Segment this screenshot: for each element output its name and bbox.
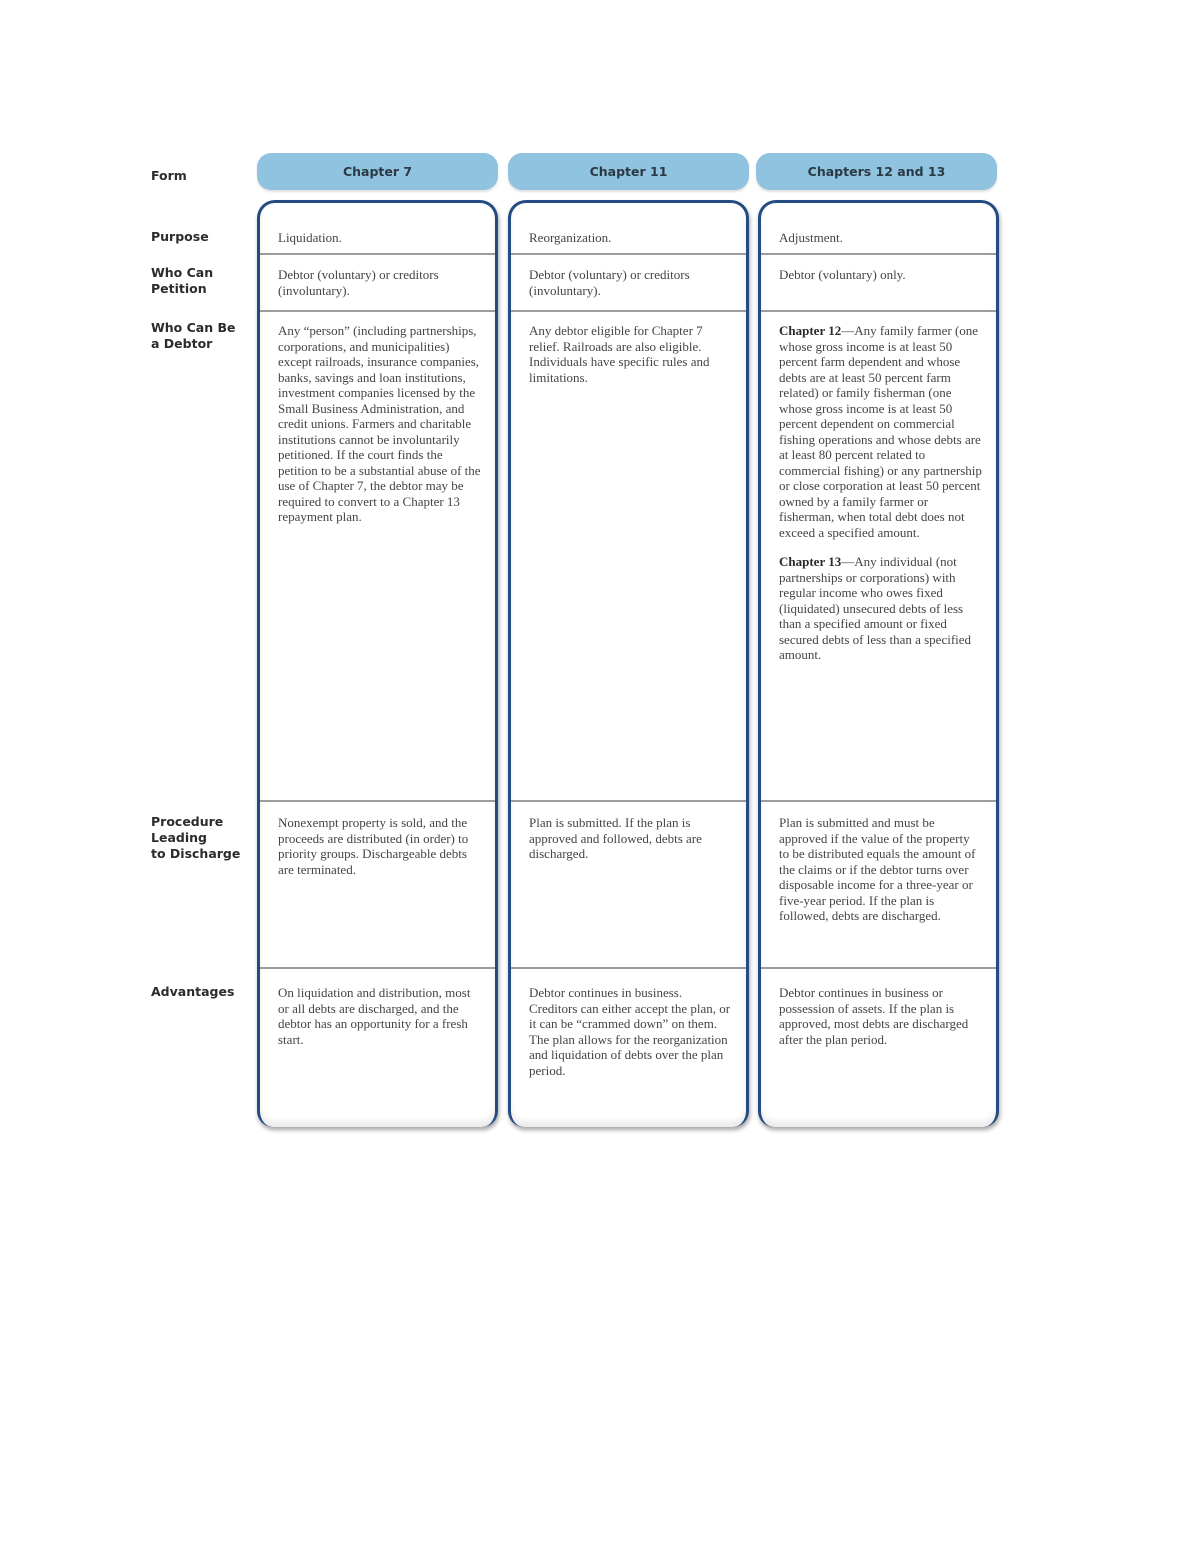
header-chapters-12-13: Chapters 12 and 13 [756, 153, 997, 190]
cell-who-can-be-debtor: Any “person” (including partnerships, corporations, and municipalities) except railroads, insurance companies, banks, savings and loan institutions, investment companies licensed by the Small Business Administration, and credit unions. Farmers and charitable institutions cannot be involuntarily petitioned. If the court finds the petition to be a substantial abuse of the use of Chapter 7, the debtor may be required to convert to a Chapter 13 repayment plan. [260, 310, 495, 525]
column-chapter-7 [257, 200, 498, 1127]
row-label-advantages-text: Advantages [151, 984, 235, 999]
row-label-line: Leading [151, 830, 207, 845]
row-label-line: Who Can [151, 265, 214, 280]
chapter-13-text: —Any individual (not partnerships or corporations) with regular income who owes fixed (liquidated) unsecured debts of less than a specified amount or fixed secured debts of less than a specified amount. [779, 554, 972, 662]
chapter-13-title: Chapter 13 [779, 554, 842, 569]
row-label-line: to Discharge [151, 846, 241, 861]
cell-who-can-petition: Debtor (voluntary) only. [761, 253, 996, 283]
cell-who-can-be-debtor: Any debtor eligible for Chapter 7 relief. Railroads are also eligible. Individuals have specific rules and limitations. [511, 310, 746, 385]
chapter-13-paragraph [779, 554, 982, 663]
row-label-who-can-be-debtor [151, 320, 236, 352]
header-chapter-7: Chapter 7 [257, 153, 498, 190]
cell-procedure: Plan is submitted and must be approved if the value of the property to be distributed equals the amount of the claims or if the debtor turns over disposable income for a three-year or five-year period. If the plan is followed, debts are discharged. [761, 800, 996, 924]
header-chapter-11: Chapter 11 [508, 153, 749, 190]
cell-purpose: Adjustment. [779, 230, 843, 245]
column-chapter-11 [508, 200, 749, 1127]
cell-procedure: Nonexempt property is sold, and the proceeds are distributed (in order) to priority groups. Dischargeable debts are terminated. [260, 800, 495, 877]
cell-purpose: Reorganization. [529, 230, 612, 245]
row-label-purpose [151, 229, 209, 245]
cell-advantages: On liquidation and distribution, most or all debts are discharged, and the debtor has an opportunity for a fresh start. [260, 967, 495, 1047]
cell-advantages: Debtor continues in business or possession of assets. If the plan is approved, most debts are discharged after the plan period. [761, 967, 996, 1047]
cell-who-can-be-debtor [761, 310, 996, 677]
column-chapters-12-13 [758, 200, 999, 1127]
row-label-line: Petition [151, 281, 207, 296]
chapter-12-title: Chapter 12 [779, 323, 842, 338]
cell-advantages: Debtor continues in business. Creditors can either accept the plan, or it can be “crammed down” on them. The plan allows for the reorganization and liquidation of debts over the plan period. [511, 967, 746, 1078]
chapter-12-text: —Any family farmer (one whose gross income is at least 50 percent farm dependent and whose debts are at least 50 percent farm related) or family fisherman (one whose gross income is at least 50 percent dependent on commercial fishing operations and whose debts are at least 80 percent related to commercial fishing) or any partnership or close corporation at least 50 percent owned by a family farmer or fisherman, when total debt does not exceed a specified amount. [779, 323, 982, 540]
row-label-purpose-text: Purpose [151, 229, 209, 244]
row-label-line: a Debtor [151, 336, 213, 351]
cell-purpose: Liquidation. [278, 230, 342, 245]
chapter-12-paragraph [779, 323, 982, 540]
cell-procedure: Plan is submitted. If the plan is approved and followed, debts are discharged. [511, 800, 746, 862]
row-label-form [151, 168, 187, 184]
row-label-advantages [151, 984, 234, 1000]
row-label-line: Who Can Be [151, 320, 236, 335]
row-label-line: Procedure [151, 814, 224, 829]
row-label-form-text: Form [151, 168, 187, 183]
row-label-who-can-petition [151, 265, 213, 297]
row-label-procedure [151, 814, 240, 862]
cell-who-can-petition: Debtor (voluntary) or creditors (involuntary). [511, 253, 746, 298]
cell-who-can-petition: Debtor (voluntary) or creditors (involuntary). [260, 253, 495, 298]
